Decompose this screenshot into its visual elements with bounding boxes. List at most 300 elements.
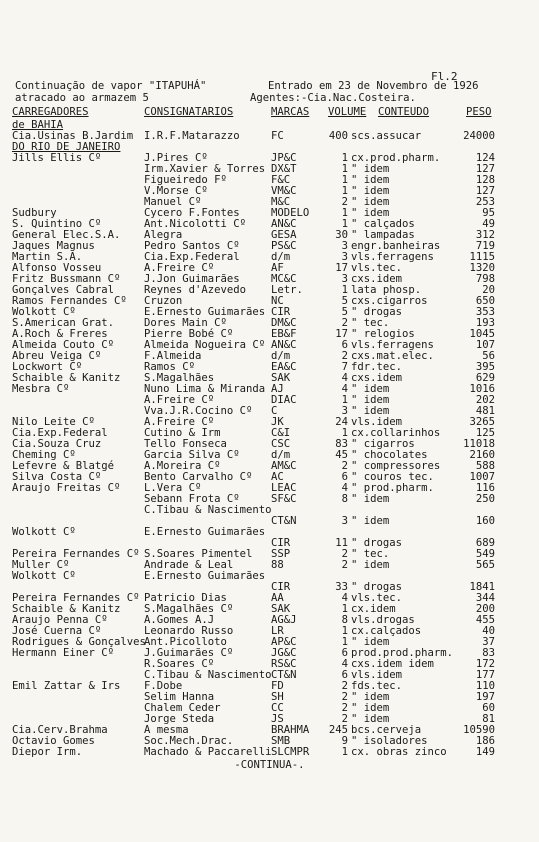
peso-cell: 1115 [469, 251, 495, 263]
consignatario-cell: Jorge Steda [144, 713, 215, 725]
manifest-row [0, 703, 539, 714]
peso-cell: 83 [482, 647, 495, 659]
marca-cell: AP&C [271, 636, 297, 648]
consignee-cell: Sudbury [12, 207, 57, 219]
conteudo-cell: " idem [351, 394, 390, 406]
conteudo-cell: cxs.idem idem [351, 658, 434, 670]
peso-cell: 689 [475, 537, 495, 549]
consignee-cell: Araujo Freitas Cº [12, 482, 121, 494]
marca-cell: CIR [271, 537, 291, 549]
marca-cell: C [271, 405, 278, 417]
peso-cell: 1016 [469, 383, 495, 395]
consignatario-cell: Vva.J.R.Cocino Cº [144, 405, 253, 417]
conteudo-cell: " drogas [351, 537, 403, 549]
consignatario-cell: F.Almeida [144, 350, 202, 362]
peso-cell: 110 [475, 680, 495, 692]
col-conteudo: CONTEUDO [378, 106, 430, 118]
consignatario-cell: A.Freire Cº [144, 416, 215, 428]
consignee-cell: Nilo Leite Cº [12, 416, 95, 428]
peso-cell: 107 [475, 339, 495, 351]
marca-cell: DX&T [271, 163, 297, 175]
marca-cell: AN&C [271, 339, 297, 351]
consignatario-cell: E.Ernesto Guimarães [144, 306, 266, 318]
volume-cell: 5 [341, 306, 348, 318]
marca-cell: CSC [271, 438, 291, 450]
consignee-cell: Cia.Exp.Federal [12, 427, 108, 439]
peso-cell: 455 [475, 614, 495, 626]
consignee-cell: Hermann Einer Cº [12, 647, 115, 659]
conteudo-cell: cxs.idem [351, 372, 403, 384]
marca-cell: SAK [271, 372, 291, 384]
marca-cell: LR [271, 625, 284, 637]
volume-cell: 400 [328, 130, 348, 142]
conteudo-cell: vls.tec. [351, 592, 403, 604]
volume-cell: 2 [341, 680, 348, 692]
peso-cell: 197 [475, 691, 495, 703]
conteudo-cell: lata phosp. [351, 284, 422, 296]
consignatario-cell: Alegra [144, 229, 183, 241]
conteudo-cell: cxs.idem [351, 273, 403, 285]
consignatario-cell: R.Soares Cº [144, 658, 215, 670]
volume-cell: 17 [335, 262, 348, 274]
peso-cell: 24000 [463, 130, 495, 142]
conteudo-cell: " idem [351, 185, 390, 197]
consignee-cell: Pereira Fernandes Cº [12, 592, 140, 604]
consignee-cell: Schaible & Kanitz [12, 372, 121, 384]
consignee-cell: Octavio Gomes [12, 735, 95, 747]
manifest-row [0, 164, 539, 175]
conteudo-cell: " idem [351, 713, 390, 725]
volume-cell: 4 [341, 592, 348, 604]
volume-cell: 3 [341, 273, 348, 285]
conteudo-cell: vls.ferragens [351, 339, 434, 351]
conteudo-cell: " isoladores [351, 735, 428, 747]
consignatario-cell: E.Ernesto Guimarães [144, 570, 266, 582]
consignee-cell: Cia.Souza Cruz [12, 438, 102, 450]
volume-cell: 5 [341, 295, 348, 307]
marca-cell: JG&C [271, 647, 297, 659]
volume-cell: 83 [335, 438, 348, 450]
peso-cell: 202 [475, 394, 495, 406]
conteudo-cell: vls.tec. [351, 262, 403, 274]
volume-cell: 1 [341, 427, 348, 439]
marca-cell: d/m [271, 251, 291, 263]
conteudo-cell: vls.ferragens [351, 251, 434, 263]
volume-cell: 1 [341, 625, 348, 637]
consignee-cell: Araujo Penna Cº [12, 614, 108, 626]
volume-cell: 4 [341, 383, 348, 395]
consignee-cell: Fritz Bussmann Cº [12, 273, 121, 285]
consignatario-cell: Chalem Ceder [144, 702, 221, 714]
marca-cell: MODELO [271, 207, 310, 219]
consignatario-cell: Almeida Nogueira Cº [144, 339, 266, 351]
peso-cell: 127 [475, 163, 495, 175]
consignatario-cell: Pedro Santos Cº [144, 240, 240, 252]
consignee-cell: Wolkott Cº [12, 306, 76, 318]
volume-cell: 1 [341, 185, 348, 197]
col-volume: VOLUME [328, 106, 367, 118]
peso-cell: 1007 [469, 471, 495, 483]
consignatario-cell: J.Guimarães Cº [144, 647, 234, 659]
marca-cell: AJ [271, 383, 284, 395]
consignatario-cell: Dores Main Cº [144, 317, 227, 329]
peso-cell: 2160 [469, 449, 495, 461]
conteudo-cell: cxs.cigarros [351, 295, 428, 307]
peso-cell: 3265 [469, 416, 495, 428]
peso-cell: 549 [475, 548, 495, 560]
consignatario-cell: J.Jon Guimarães [144, 273, 240, 285]
volume-cell: 2 [341, 196, 348, 208]
volume-cell: 6 [341, 471, 348, 483]
consignatario-cell: I.R.F.Matarazzo [144, 130, 240, 142]
conteudo-cell: " idem [351, 702, 390, 714]
column-headers [0, 106, 539, 118]
consignatario-cell: Figueiredo Fº [144, 174, 227, 186]
peso-cell: 10590 [463, 724, 495, 736]
consignee-cell: Diepor Irm. [12, 746, 83, 758]
marca-cell: VM&C [271, 185, 297, 197]
volume-cell: 17 [335, 328, 348, 340]
peso-cell: 49 [482, 218, 495, 230]
consignatario-cell: A mesma [144, 724, 189, 736]
volume-cell: 1 [341, 218, 348, 230]
consignatario-cell: E.Ernesto Guimarães [144, 526, 266, 538]
consignee-cell: Cia.Usinas B.Jardim [12, 130, 134, 142]
volume-cell: 1 [341, 746, 348, 758]
volume-cell: 6 [341, 339, 348, 351]
manifest-row [0, 296, 539, 307]
conteudo-cell: vls.drogas [351, 614, 415, 626]
consignatario-cell: Ramos Cº [144, 361, 196, 373]
volume-cell: 4 [341, 372, 348, 384]
marca-cell: PS&C [271, 240, 297, 252]
consignee-cell: Alfonso Vosseu [12, 262, 102, 274]
consignatario-cell: Selim Hanna [144, 691, 215, 703]
consignatario-cell: A.Moreira Cº [144, 460, 221, 472]
conteudo-cell: engr.banheiras [351, 240, 441, 252]
consignatario-cell: Tello Fonseca [144, 438, 227, 450]
consignatario-cell: F.Dobe [144, 680, 183, 692]
peso-cell: 149 [475, 746, 495, 758]
marca-cell: JP&C [271, 152, 297, 164]
peso-cell: 312 [475, 229, 495, 241]
consignatario-cell: S.Soares Pimentel [144, 548, 253, 560]
consignee-cell: de BAHIA [12, 119, 64, 131]
consignatario-cell: Reynes d'Azevedo [144, 284, 247, 296]
marca-cell: AG&J [271, 614, 297, 626]
marca-cell: CT&N [271, 515, 297, 527]
consignee-cell: Abreu Veiga Cº [12, 350, 102, 362]
consignatario-cell: Soc.Mech.Drac. [144, 735, 234, 747]
volume-cell: 4 [341, 658, 348, 670]
volume-cell: 4 [341, 482, 348, 494]
manifest-row [0, 560, 539, 571]
consignatario-cell: A.Freire Cº [144, 262, 215, 274]
volume-cell: 24 [335, 416, 348, 428]
marca-cell: DM&C [271, 317, 297, 329]
consignatario-cell: C.Tibau & Nascimento [144, 504, 272, 516]
consignatario-cell: C.Tibau & Nascimento [144, 669, 272, 681]
consignee-cell: Lockwort Cº [12, 361, 83, 373]
peso-cell: 629 [475, 372, 495, 384]
consignee-cell: Almeida Couto Cº [12, 339, 115, 351]
conteudo-cell: cxs.mat.elec. [351, 350, 434, 362]
marca-cell: EB&F [271, 328, 297, 340]
volume-cell: 33 [335, 581, 348, 593]
manifest-row [0, 186, 539, 197]
conteudo-cell: " idem [351, 383, 390, 395]
marca-cell: SH [271, 691, 284, 703]
volume-cell: 1 [341, 394, 348, 406]
conteudo-cell: fdr.tec. [351, 361, 403, 373]
volume-cell: 2 [341, 559, 348, 571]
conteudo-cell: cx.calçados [351, 625, 422, 637]
volume-cell: 1 [341, 174, 348, 186]
marca-cell: CIR [271, 306, 291, 318]
volume-cell: 3 [341, 240, 348, 252]
consignatario-cell: Cutino & Irm [144, 427, 221, 439]
peso-cell: 60 [482, 702, 495, 714]
header-line-2 [15, 92, 535, 104]
volume-cell: 2 [341, 548, 348, 560]
volume-cell: 8 [341, 493, 348, 505]
marca-cell: d/m [271, 449, 291, 461]
col-consignatarios: CONSIGNATARIOS [144, 106, 234, 118]
conteudo-cell: " idem [351, 405, 390, 417]
manifest-row [0, 197, 539, 208]
consignee-cell: Mesbra Cº [12, 383, 70, 395]
peso-cell: 116 [475, 482, 495, 494]
conteudo-cell: fds.tec. [351, 680, 403, 692]
volume-cell: 3 [341, 515, 348, 527]
consignatario-cell: Leonardo Russo [144, 625, 234, 637]
peso-cell: 128 [475, 174, 495, 186]
consignatario-cell: Nuno Lima & Miranda [144, 383, 266, 395]
peso-cell: 56 [482, 350, 495, 362]
consignatario-cell: Ant.Nicolotti Cº [144, 218, 247, 230]
consignatario-cell: Bento Carvalho Cº [144, 471, 253, 483]
consignatario-cell: Andrade & Leal [144, 559, 234, 571]
conteudo-cell: " lampadas [351, 229, 415, 241]
peso-cell: 588 [475, 460, 495, 472]
berth-info: atracado ao armazem 5 [15, 92, 149, 104]
marca-cell: SMB [271, 735, 291, 747]
conteudo-cell: " idem [351, 691, 390, 703]
volume-cell: 1 [341, 284, 348, 296]
manifest-row [0, 527, 539, 538]
consignatario-cell: S.Magalhães Cº [144, 603, 234, 615]
conteudo-cell: " drogas [351, 306, 403, 318]
conteudo-cell: " calçados [351, 218, 415, 230]
peso-cell: 95 [482, 207, 495, 219]
conteudo-cell: bcs.cerveja [351, 724, 422, 736]
conteudo-cell: " idem [351, 515, 390, 527]
volume-cell: 8 [341, 614, 348, 626]
peso-cell: 186 [475, 735, 495, 747]
marca-cell: EA&C [271, 361, 297, 373]
conteudo-cell: prod.prod.pharm. [351, 647, 454, 659]
marca-cell: AA [271, 592, 284, 604]
marca-cell: SF&C [271, 493, 297, 505]
marca-cell: C&I [271, 427, 291, 439]
consignee-cell: Ramos Fernandes Cº [12, 295, 127, 307]
peso-cell: 250 [475, 493, 495, 505]
conteudo-cell: " relogios [351, 328, 415, 340]
consignatario-cell: Cruzon [144, 295, 183, 307]
manifest-row [0, 747, 539, 758]
peso-cell: 40 [482, 625, 495, 637]
peso-cell: 172 [475, 658, 495, 670]
col-marcas: MARCAS [271, 106, 310, 118]
consignee-cell: Gonçalves Cabral [12, 284, 115, 296]
volume-cell: 2 [341, 713, 348, 725]
vessel-line: Continuação de vapor "ITAPUHÁ" [15, 80, 207, 92]
consignatario-cell: A.Freire Cº [144, 394, 215, 406]
consignee-cell: Muller Cº [12, 559, 70, 571]
consignee-cell: Emil Zattar & Irs [12, 680, 121, 692]
consignee-cell: Wolkott Cº [12, 526, 76, 538]
conteudo-cell: " drogas [351, 581, 403, 593]
manifest-row [0, 175, 539, 186]
peso-cell: 353 [475, 306, 495, 318]
volume-cell: 7 [341, 361, 348, 373]
marca-cell: SLCMPR [271, 746, 310, 758]
volume-cell: 6 [341, 647, 348, 659]
conteudo-cell: " prod.pharm. [351, 482, 434, 494]
manifest-row [0, 571, 539, 582]
arrival-date: Entrado em 23 de Novembro de 1926 [268, 80, 479, 92]
manifest-row [0, 373, 539, 384]
marca-cell: CIR [271, 581, 291, 593]
marca-cell: F&C [271, 174, 291, 186]
conteudo-cell: " idem [351, 493, 390, 505]
conteudo-cell: vls.idem [351, 416, 403, 428]
manifest-row [0, 648, 539, 659]
volume-cell: 30 [335, 229, 348, 241]
manifest-row [0, 516, 539, 527]
consignatario-cell: Manuel Cº [144, 196, 202, 208]
consignatario-cell: Cia.Exp.Federal [144, 251, 240, 263]
col-peso: PESO [466, 106, 492, 118]
marca-cell: BRAHMA [271, 724, 310, 736]
conteudo-cell: cx.collarinhos [351, 427, 441, 439]
peso-cell: 200 [475, 603, 495, 615]
consignee-cell: Martin S.A. [12, 251, 83, 263]
peso-cell: 37 [482, 636, 495, 648]
manifest-header [15, 80, 535, 104]
manifest-rows [0, 120, 539, 758]
consignee-cell: S.American Grat. [12, 317, 115, 329]
volume-cell: 1 [341, 163, 348, 175]
consignee-cell: Cheming Cº [12, 449, 76, 461]
consignatario-cell: A.Gomes A.J [144, 614, 215, 626]
volume-cell: 1 [341, 152, 348, 164]
peso-cell: 1841 [469, 581, 495, 593]
consignee-cell: DO RIO DE JANEIRO [12, 141, 121, 153]
marca-cell: Letr. [271, 284, 303, 296]
consignee-cell: Jills Ellis Cº [12, 152, 102, 164]
marca-cell: SSP [271, 548, 291, 560]
conteudo-cell: " idem [351, 636, 390, 648]
consignee-cell: Pereira Fernandes Cº [12, 548, 140, 560]
consignatario-cell: S.Magalhães [144, 372, 215, 384]
peso-cell: 719 [475, 240, 495, 252]
volume-cell: 3 [341, 251, 348, 263]
agents: Agentes:-Cia.Nac.Costeira. [250, 92, 416, 104]
marca-cell: FC [271, 130, 284, 142]
peso-cell: 160 [475, 515, 495, 527]
conteudo-cell: " couros tec. [351, 471, 434, 483]
consignee-cell: Jaques Magnus [12, 240, 95, 252]
consignatario-cell: Ant.Picolloto [144, 636, 227, 648]
peso-cell: 565 [475, 559, 495, 571]
conteudo-cell: cx.idem [351, 603, 396, 615]
marca-cell: JK [271, 416, 284, 428]
consignee-cell: Silva Costa Cº [12, 471, 102, 483]
conteudo-cell: " cigarros [351, 438, 415, 450]
consignee-cell: Lefevre & Blatgé [12, 460, 115, 472]
peso-cell: 481 [475, 405, 495, 417]
marca-cell: JS [271, 713, 284, 725]
marca-cell: AF [271, 262, 284, 274]
col-consignee: CARREGADORES [12, 106, 89, 118]
conteudo-cell: " idem [351, 163, 390, 175]
marca-cell: CT&N [271, 669, 297, 681]
conteudo-cell: " idem [351, 174, 390, 186]
marca-cell: AM&C [271, 460, 297, 472]
peso-cell: 798 [475, 273, 495, 285]
volume-cell: 45 [335, 449, 348, 461]
marca-cell: SAK [271, 603, 291, 615]
manifest-row [0, 439, 539, 450]
peso-cell: 1320 [469, 262, 495, 274]
peso-cell: 1045 [469, 328, 495, 340]
peso-cell: 344 [475, 592, 495, 604]
peso-cell: 125 [475, 427, 495, 439]
volume-cell: 245 [328, 724, 348, 736]
conteudo-cell: " tec. [351, 548, 390, 560]
marca-cell: DIAC [271, 394, 297, 406]
volume-cell: 2 [341, 350, 348, 362]
conteudo-cell: " tec. [351, 317, 390, 329]
consignee-cell: Schaible & Kanitz [12, 603, 121, 615]
consignee-cell: A.Roch & Freres [12, 328, 108, 340]
conteudo-cell: " idem [351, 559, 390, 571]
volume-cell: 1 [341, 207, 348, 219]
peso-cell: 81 [482, 713, 495, 725]
consignatario-cell: Irm.Xavier & Torres [144, 163, 266, 175]
peso-cell: 253 [475, 196, 495, 208]
marca-cell: LEAC [271, 482, 297, 494]
page-number: Fl.2 [431, 70, 458, 83]
peso-cell: 650 [475, 295, 495, 307]
marca-cell: AN&C [271, 218, 297, 230]
peso-cell: 20 [482, 284, 495, 296]
conteudo-cell: " compressores [351, 460, 441, 472]
manifest-row [0, 692, 539, 703]
volume-cell: 3 [341, 405, 348, 417]
marca-cell: d/m [271, 350, 291, 362]
consignatario-cell: V.Morse Cº [144, 185, 208, 197]
consignee-cell: General Elec.S.A. [12, 229, 121, 241]
marca-cell: M&C [271, 196, 291, 208]
volume-cell: 6 [341, 669, 348, 681]
manifest-row [0, 384, 539, 395]
consignee-cell: José Cuerna Cº [12, 625, 102, 637]
consignatario-cell: J.Pires Cº [144, 152, 208, 164]
consignee-cell: Wolkott Cº [12, 570, 76, 582]
consignee-cell: Cia.Cerv.Brahma [12, 724, 108, 736]
